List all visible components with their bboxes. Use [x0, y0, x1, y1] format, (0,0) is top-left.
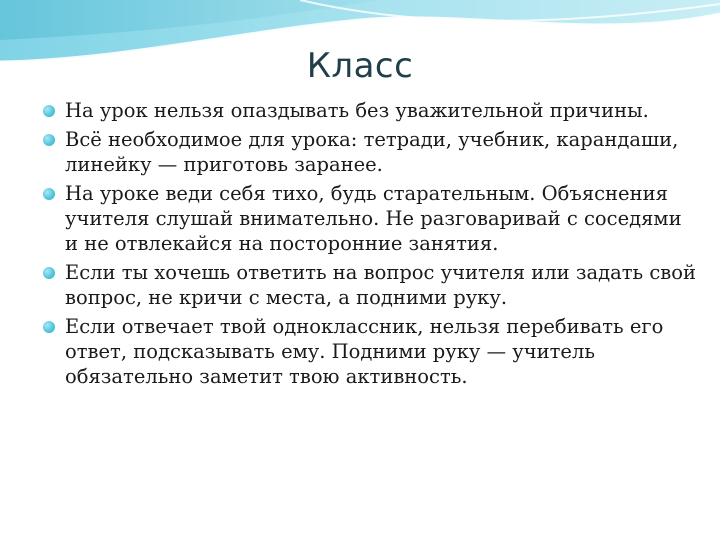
list-item	[0, 260, 720, 310]
list-item	[0, 181, 720, 256]
rules-list	[0, 98, 720, 393]
circle-bullet-icon	[43, 134, 55, 146]
list-item-text: На уроке веди себя тихо, будь старательным. Объяснения учителя слушай внимательно. Не разговаривай с соседями и не отвлекайся на посторонние занятия.	[65, 182, 682, 255]
list-item-text: Если ты хочешь ответить на вопрос учителя или задать свой вопрос, не кричи с места, а подними руку.	[65, 261, 696, 309]
list-item-text: Всё необходимое для урока: тетради, учебник, карандаши, линейку — приготовь заранее.	[65, 128, 679, 176]
circle-bullet-icon	[43, 105, 55, 117]
list-item	[0, 314, 720, 389]
list-item-text: На урок нельзя опаздывать без уважительной причины.	[65, 99, 649, 122]
circle-bullet-icon	[43, 188, 55, 200]
list-item	[0, 98, 720, 123]
circle-bullet-icon	[43, 321, 55, 333]
circle-bullet-icon	[43, 267, 55, 279]
list-item-text: Если отвечает твой одноклассник, нельзя перебивать его ответ, подсказывать ему. Подними руку — учитель обязательно заметит твою активность.	[65, 315, 664, 388]
slide-title: Класс	[306, 46, 414, 86]
list-item	[0, 127, 720, 177]
